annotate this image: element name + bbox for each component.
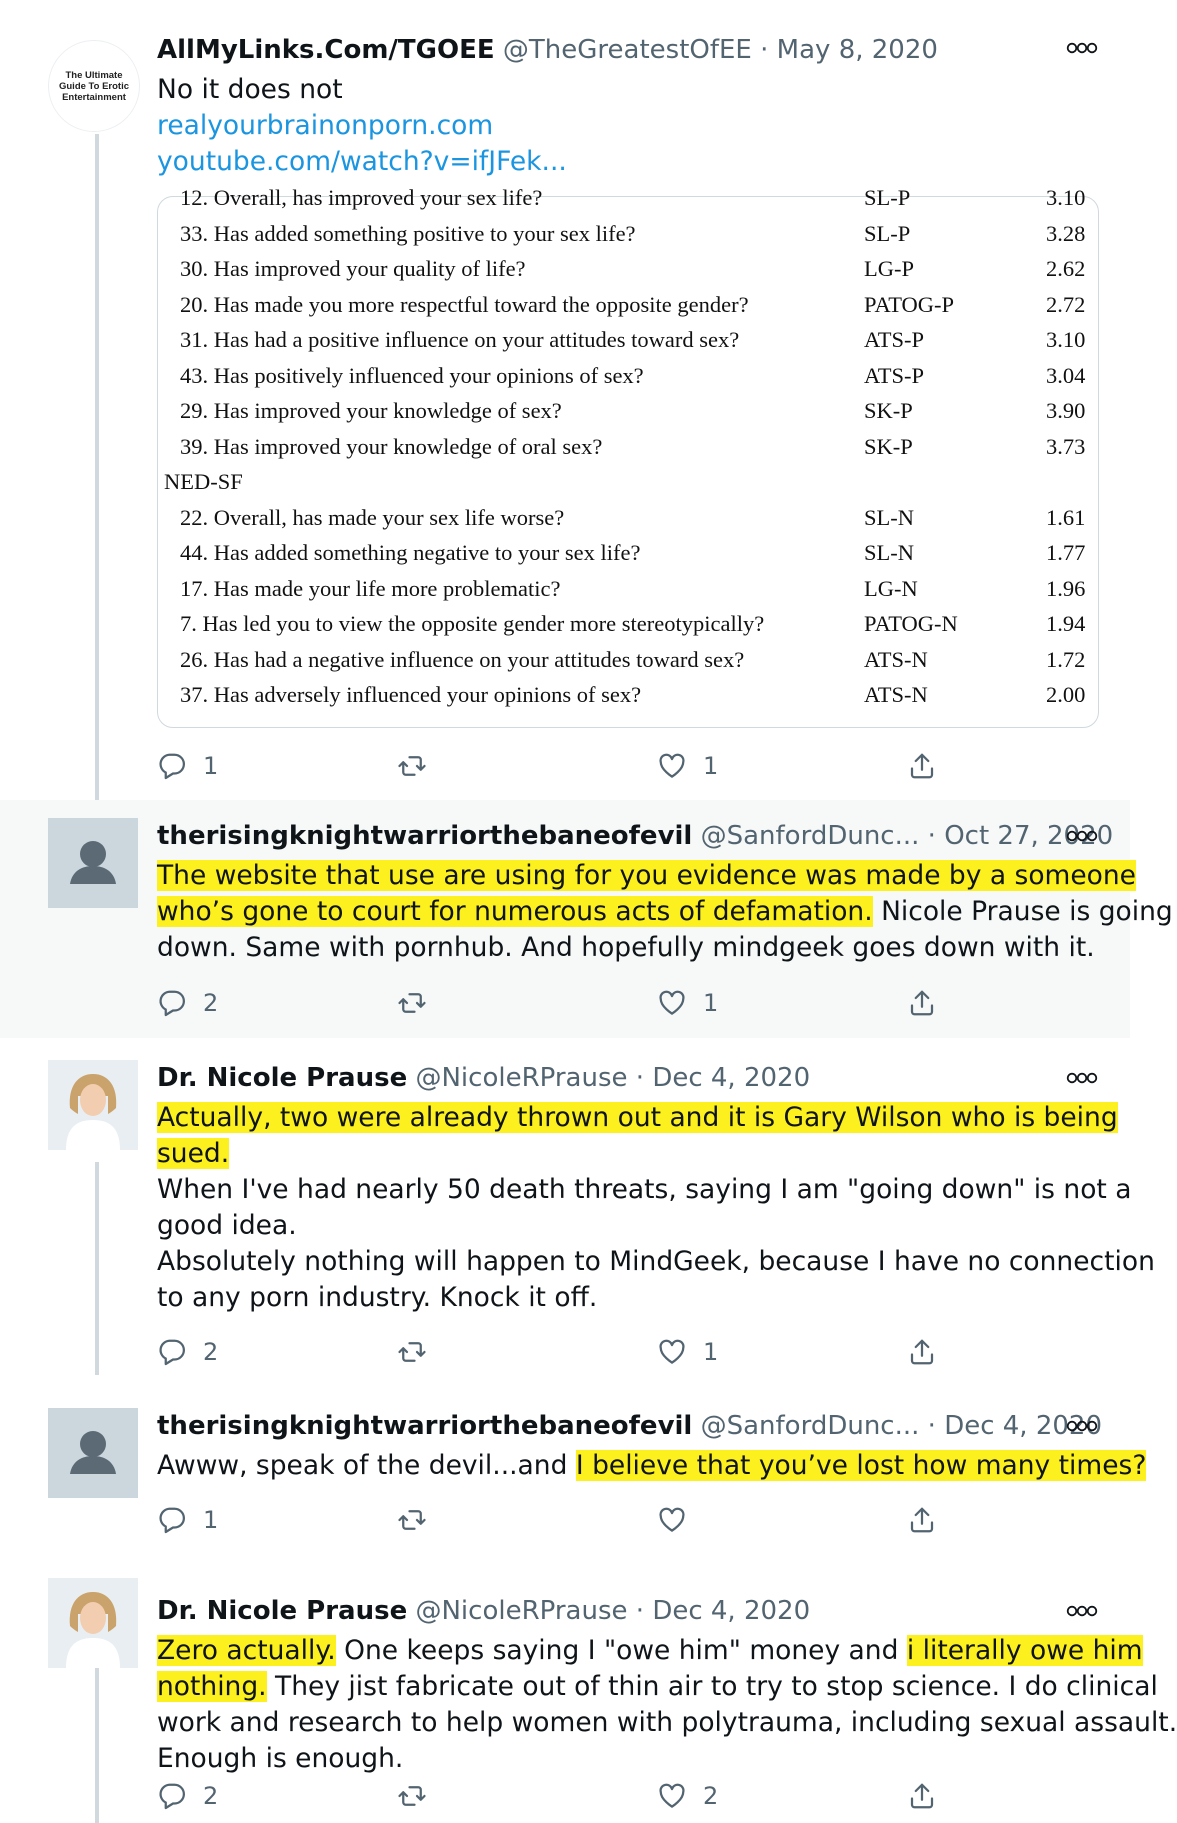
highlighted-text: I believe that you’ve lost how many times? [575, 1450, 1147, 1481]
table-question: 37. Has adversely influenced your opinions of sex? [180, 682, 642, 707]
share-icon [907, 1781, 937, 1811]
tweet[interactable] [0, 800, 1173, 1038]
tweet-text [157, 1633, 1177, 1777]
table-row [158, 678, 1098, 712]
reply-icon [157, 751, 187, 781]
table-row [158, 359, 1098, 393]
table-scale-code: ATS-N [864, 646, 928, 672]
highlighted-text: nothing. [157, 1671, 267, 1702]
reply-icon [157, 988, 187, 1018]
tweet-text-line [157, 1136, 1107, 1172]
table-section-label: NED-SF [164, 469, 243, 494]
table-mean-value: 3.73 [1046, 433, 1086, 459]
share-button[interactable] [907, 1500, 937, 1540]
like-icon [657, 1337, 687, 1367]
text-segment: good idea. [157, 1210, 297, 1241]
text-segment: They jist fabricate out of thin air to try to stop science. I do clinical [266, 1671, 1158, 1702]
table-row [158, 430, 1098, 464]
tweet[interactable] [0, 1558, 1177, 1823]
like-icon [657, 1505, 687, 1535]
user-handle[interactable]: @NicoleRPrause [415, 1063, 628, 1093]
avatar[interactable] [48, 40, 140, 132]
table-question: 33. Has added something positive to your sex life? [180, 220, 636, 246]
reply-button[interactable] [157, 746, 218, 786]
tweet-text-line [157, 1705, 1177, 1741]
highlighted-text: sued. [157, 1138, 230, 1169]
reply-button[interactable] [157, 1332, 218, 1372]
tweet-link[interactable]: realyourbrainonporn.com [157, 110, 494, 141]
table-question: 30. Has improved your quality of life? [180, 256, 526, 281]
tweet-header: AllMyLinks.Com/TGOEE @TheGreatestOfEE · May 8, 2020 [157, 35, 938, 65]
table-mean-value: 1.77 [1046, 540, 1086, 565]
avatar[interactable] [48, 1578, 138, 1668]
user-handle[interactable]: @SanfordDunc... [700, 1411, 920, 1441]
share-button[interactable] [907, 983, 937, 1023]
tweet[interactable] [0, 1038, 1155, 1388]
table-scale-code: LG-N [864, 575, 918, 601]
text-segment: to any porn industry. Knock it off. [157, 1282, 598, 1313]
default-avatar-icon [48, 1408, 138, 1498]
avatar[interactable] [48, 1060, 138, 1150]
tweet-text-line [157, 1448, 1147, 1484]
text-segment: Absolutely nothing will happen to MindGeek, because I have no connection [157, 1246, 1155, 1277]
reply-button[interactable] [157, 1776, 218, 1816]
tweet-text-line [157, 894, 1173, 930]
table-scale-code: LG-P [864, 256, 914, 281]
table-row [158, 217, 1098, 251]
text-segment: When I've had nearly 50 death threats, saying I am "going down" is not a [157, 1174, 1132, 1205]
tweet-actions [157, 1332, 957, 1372]
table-scale-code: PATOG-P [864, 291, 955, 317]
like-count: 1 [703, 752, 719, 780]
display-name[interactable]: therisingknightwarriorthebaneofevil [157, 1411, 693, 1441]
like-count: 2 [703, 1782, 719, 1810]
highlighted-text: The website that use are using for you evidence was made by a someone [157, 860, 1136, 891]
tweet-link[interactable]: youtube.com/watch?v=ifJFek... [157, 146, 567, 177]
user-handle[interactable]: @TheGreatestOfEE [502, 35, 752, 65]
retweet-icon [397, 1505, 427, 1535]
table-scale-code: SL-P [864, 220, 911, 246]
tweet-header: Dr. Nicole Prause @NicoleRPrause · Dec 4, 2020 [157, 1063, 811, 1093]
avatar-logo-text: The Ultimate Guide To Erotic Entertainment [58, 69, 130, 103]
more-icon[interactable] [1066, 40, 1098, 56]
reply-count: 2 [203, 1338, 219, 1366]
like-button[interactable] [657, 1332, 718, 1372]
tweet[interactable] [0, 0, 1130, 800]
table-scale-code: SL-N [864, 540, 914, 565]
tweet-text-line [157, 1633, 1143, 1669]
tweet-date[interactable]: Dec 4, 2020 [652, 1063, 811, 1093]
like-button[interactable] [657, 1500, 687, 1540]
reply-icon [157, 1505, 187, 1535]
more-icon[interactable] [1066, 1418, 1098, 1434]
share-icon [907, 751, 937, 781]
table-scale-code: ATS-P [864, 327, 925, 352]
highlighted-text: who’s gone to court for numerous acts of defamation. [157, 896, 873, 927]
like-button[interactable] [657, 1776, 718, 1816]
user-handle[interactable]: @NicoleRPrause [415, 1596, 628, 1626]
like-icon [657, 988, 687, 1018]
user-handle[interactable]: @SanfordDunc... [700, 821, 920, 851]
table-row [158, 394, 1098, 428]
table-row [158, 607, 1098, 641]
retweet-icon [397, 988, 427, 1018]
table-question: 12. Overall, has improved your sex life? [180, 185, 543, 210]
table-row [158, 501, 1098, 535]
retweet-icon [397, 1337, 427, 1367]
reply-button[interactable] [157, 1500, 218, 1540]
table-question: 29. Has improved your knowledge of sex? [180, 398, 562, 423]
text-segment: Awww, speak of the devil...and [157, 1450, 576, 1481]
text-segment: Enough is enough. [157, 1743, 404, 1774]
more-icon[interactable] [1066, 828, 1098, 844]
tweet-header: Dr. Nicole Prause @NicoleRPrause · Dec 4, 2020 [157, 1596, 811, 1626]
tweet-header: therisingknightwarriorthebaneofevil @SanfordDunc... · Oct 27, 2020 [157, 821, 1114, 851]
attached-table-image[interactable] [157, 185, 1099, 728]
table-scale-code: PATOG-N [864, 611, 958, 636]
avatar[interactable] [48, 1408, 138, 1498]
reply-count: 2 [203, 989, 219, 1017]
table-row [158, 181, 1098, 215]
table-question: 26. Has had a negative influence on your attitudes toward sex? [180, 646, 745, 672]
text-segment: work and research to help women with polytrauma, including sexual assault. [157, 1707, 1177, 1738]
tweet-actions [157, 746, 957, 786]
like-button[interactable] [657, 983, 718, 1023]
tweet-text-line [157, 1669, 1158, 1705]
share-button[interactable] [907, 1776, 937, 1816]
table-question: 39. Has improved your knowledge of oral sex? [180, 433, 603, 459]
tweet-date[interactable]: Oct 27, 2020 [944, 821, 1114, 851]
display-name[interactable]: therisingknightwarriorthebaneofevil [157, 821, 693, 851]
table-row [158, 252, 1098, 286]
text-segment: One keeps saying I "owe him" money and [335, 1635, 907, 1666]
tweet-text [157, 1448, 1147, 1484]
tweet-text-line [157, 1280, 1107, 1316]
table-question: 43. Has positively influenced your opinions of sex? [180, 362, 644, 388]
table-mean-value: 3.04 [1046, 362, 1086, 388]
retweet-icon [397, 1781, 427, 1811]
like-count: 1 [703, 989, 719, 1017]
retweet-button[interactable] [397, 983, 427, 1023]
like-icon [657, 751, 687, 781]
table-scale-code: ATS-P [864, 362, 925, 388]
tweet-actions [157, 1500, 957, 1540]
share-button[interactable] [907, 746, 937, 786]
tweet-text-line [157, 1172, 1132, 1208]
tweet-text-line [157, 1100, 1118, 1136]
tweet-text-line [157, 1208, 1107, 1244]
tweet-date[interactable]: May 8, 2020 [776, 35, 938, 65]
tweet-text-line: No it does not [157, 74, 343, 105]
table-mean-value: 1.94 [1046, 611, 1086, 636]
display-name[interactable]: Dr. Nicole Prause [157, 1063, 408, 1093]
reply-count: 2 [203, 1782, 219, 1810]
retweet-icon [397, 751, 427, 781]
table-mean-value: 3.10 [1046, 185, 1086, 210]
default-avatar-icon [48, 818, 138, 908]
table-question: 31. Has had a positive influence on your attitudes toward sex? [180, 327, 740, 352]
table-mean-value: 1.96 [1046, 575, 1086, 601]
share-icon [907, 988, 937, 1018]
table-row [158, 572, 1098, 606]
retweet-button[interactable] [397, 1776, 427, 1816]
table-question: 20. Has made you more respectful toward the opposite gender? [180, 291, 749, 317]
share-icon [907, 1505, 937, 1535]
tweet-actions [157, 1776, 957, 1816]
table-question: 7. Has led you to view the opposite gender more stereotypically? [180, 611, 765, 636]
reply-count: 1 [203, 1506, 219, 1534]
like-button[interactable] [657, 746, 718, 786]
like-icon [657, 1781, 687, 1811]
table-scale-code: SK-P [864, 433, 913, 459]
more-icon[interactable] [1066, 1070, 1098, 1086]
retweet-button[interactable] [397, 1332, 427, 1372]
table-mean-value: 1.72 [1046, 646, 1086, 672]
table-row [158, 323, 1098, 357]
table-row [158, 536, 1098, 570]
table-mean-value: 1.61 [1046, 504, 1086, 530]
avatar[interactable] [48, 818, 138, 908]
retweet-button[interactable] [397, 1500, 427, 1540]
tweet-actions [157, 983, 957, 1023]
table-scale-code: SK-P [864, 398, 913, 423]
table-question: 22. Overall, has made your sex life worse? [180, 504, 565, 530]
text-segment: down. Same with pornhub. And hopefully mindgeek goes down with it. [157, 932, 1095, 963]
table-question: 44. Has added something negative to your sex life? [180, 540, 641, 565]
profile-photo [48, 1060, 138, 1150]
table-scale-code: ATS-N [864, 682, 928, 707]
highlighted-text: Actually, two were already thrown out and it is Gary Wilson who is being [157, 1102, 1118, 1133]
reply-icon [157, 1781, 187, 1811]
tweet-text [157, 858, 1173, 966]
table-mean-value: 3.28 [1046, 220, 1086, 246]
profile-photo [48, 1578, 138, 1668]
table-mean-value: 2.72 [1046, 291, 1086, 317]
display-name[interactable]: AllMyLinks.Com/TGOEE [157, 35, 495, 65]
highlighted-text: Zero actually. [157, 1635, 336, 1666]
table-scale-code: SL-N [864, 504, 914, 530]
highlighted-text: i literally owe him [906, 1635, 1143, 1666]
tweet-text-line [157, 1244, 1155, 1280]
table-scale-code: SL-P [864, 185, 911, 210]
retweet-button[interactable] [397, 746, 427, 786]
tweet-text-line [157, 930, 1107, 966]
tweet-date[interactable]: Dec 4, 2020 [652, 1596, 811, 1626]
tweet[interactable] [0, 1388, 1147, 1558]
table-row [158, 643, 1098, 677]
tweet-text-line [157, 1741, 1107, 1777]
tweet-header: therisingknightwarriorthebaneofevil @SanfordDunc... · Dec 4, 2020 [157, 1411, 1103, 1441]
display-name[interactable]: Dr. Nicole Prause [157, 1596, 408, 1626]
more-icon[interactable] [1066, 1603, 1098, 1619]
table-mean-value: 2.62 [1046, 256, 1086, 281]
like-count: 1 [703, 1338, 719, 1366]
share-icon [907, 1337, 937, 1367]
share-button[interactable] [907, 1332, 937, 1372]
table-question: 17. Has made your life more problematic? [180, 575, 561, 601]
tweet-date[interactable]: Dec 4, 2020 [944, 1411, 1103, 1441]
tweet-text-line [157, 858, 1136, 894]
table-section-heading [158, 465, 1098, 499]
reply-button[interactable] [157, 983, 218, 1023]
table-mean-value: 3.10 [1046, 327, 1086, 352]
reply-count: 1 [203, 752, 219, 780]
table-mean-value: 3.90 [1046, 398, 1086, 423]
text-segment: Nicole Prause is going [872, 896, 1173, 927]
table-mean-value: 2.00 [1046, 682, 1086, 707]
tweet-text [157, 1100, 1155, 1316]
reply-icon [157, 1337, 187, 1367]
table-row [158, 288, 1098, 322]
tweet-text [157, 72, 1107, 180]
